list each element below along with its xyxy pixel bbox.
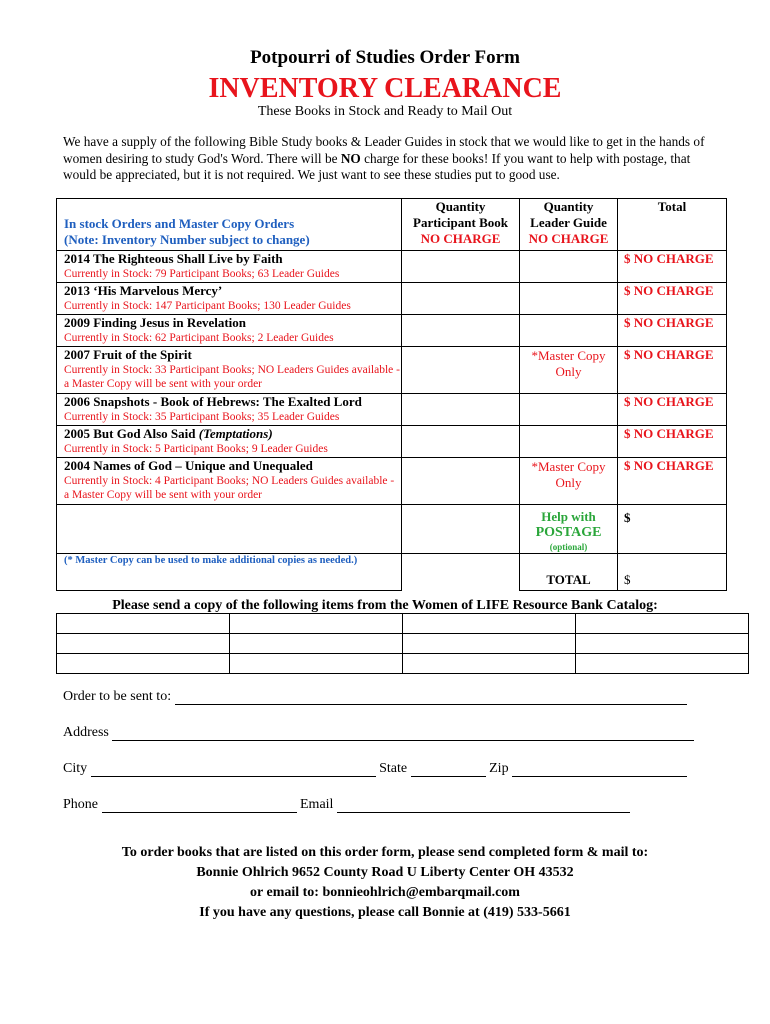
grand-total[interactable]: $: [618, 554, 727, 591]
participant-qty-cell[interactable]: [402, 315, 520, 347]
blank-cell: [402, 505, 520, 554]
footer-line: Bonnie Ohlrich 9652 County Road U Liberty Center OH 43532: [196, 865, 574, 880]
inventory-table: [56, 198, 727, 591]
catalog-table: [56, 613, 749, 674]
leader-qty-cell[interactable]: [520, 283, 618, 315]
leader-qty-header: Quantity Leader Guide NO CHARGE: [520, 199, 618, 251]
master-copy-note: (* Master Copy can be used to make additional copies as needed.): [57, 554, 402, 591]
intro-paragraph: We have a supply of the following Bible Study books & Leader Guides in stock that we would like to get in the hands of women desiring to study God's Word. There will be NO charge for these books! If you want to help with postage, that would be appreciated, but it is not required. We just want to see these studies put to good use.: [63, 134, 705, 182]
catalog-cell[interactable]: [403, 654, 576, 674]
participant-qty-cell[interactable]: [402, 283, 520, 315]
form-title: Potpourri of Studies Order Form: [250, 47, 520, 68]
catalog-cell[interactable]: [576, 614, 749, 634]
row-total: $ NO CHARGE: [618, 251, 727, 283]
email-field[interactable]: [337, 798, 630, 813]
master-copy-only: *Master Copy Only: [520, 458, 618, 505]
catalog-cell[interactable]: [403, 614, 576, 634]
catalog-cell[interactable]: [230, 614, 403, 634]
row-total: $ NO CHARGE: [618, 315, 727, 347]
book-row: 2006 Snapshots - Book of Hebrews: The Exalted Lord Currently in Stock: 35 Participant Books; 35 Leader Guides: [57, 394, 402, 426]
inventory-header-cell: In stock Orders and Master Copy Orders (Note: Inventory Number subject to change): [57, 199, 402, 251]
leader-qty-cell[interactable]: [520, 426, 618, 458]
catalog-cell[interactable]: [403, 634, 576, 654]
blank-cell: [57, 505, 402, 554]
footer-email: or email to: bonnieohlrich@embarqmail.com: [250, 885, 520, 900]
participant-qty-cell[interactable]: [402, 458, 520, 505]
catalog-cell[interactable]: [576, 634, 749, 654]
footer-line: To order books that are listed on this order form, please send completed form & mail to:: [121, 845, 649, 860]
row-total: $ NO CHARGE: [618, 394, 727, 426]
catalog-cell[interactable]: [230, 634, 403, 654]
city-row: [63, 761, 687, 777]
book-row: 2013 ‘His Marvelous Mercy’ Currently in Stock: 147 Participant Books; 130 Leader Guides: [57, 283, 402, 315]
address-field[interactable]: [112, 726, 694, 741]
catalog-title: Please send a copy of the following items from the Women of LIFE Resource Bank Catalog:: [112, 598, 658, 613]
participant-qty-cell[interactable]: [402, 347, 520, 394]
catalog-cell[interactable]: [576, 654, 749, 674]
leader-qty-cell[interactable]: [520, 315, 618, 347]
book-row: 2009 Finding Jesus in Revelation Currently in Stock: 62 Participant Books; 2 Leader Guides: [57, 315, 402, 347]
city-label: City: [63, 761, 88, 776]
order-to-field[interactable]: [175, 690, 687, 705]
city-field[interactable]: [91, 762, 376, 777]
order-to-label: Order to be sent to:: [63, 689, 172, 704]
state-field[interactable]: [411, 762, 486, 777]
catalog-cell[interactable]: [230, 654, 403, 674]
participant-qty-cell[interactable]: [402, 394, 520, 426]
master-copy-only: *Master Copy Only: [520, 347, 618, 394]
total-header: Total: [618, 199, 727, 251]
row-total: $ NO CHARGE: [618, 426, 727, 458]
state-label: State: [379, 761, 408, 776]
phone-label: Phone: [63, 797, 98, 812]
row-total: $ NO CHARGE: [618, 283, 727, 315]
postage-label: Help with POSTAGE (optional): [520, 505, 618, 554]
participant-qty-cell[interactable]: [402, 251, 520, 283]
subtitle: These Books in Stock and Ready to Mail Out: [257, 104, 513, 119]
book-row: 2005 But God Also Said (Temptations) Currently in Stock: 5 Participant Books; 9 Leader Guides: [57, 426, 402, 458]
leader-qty-cell[interactable]: [520, 394, 618, 426]
address-row: [63, 725, 694, 741]
participant-qty-header: Quantity Participant Book NO CHARGE: [402, 199, 520, 251]
footer-line: If you have any questions, please call Bonnie at (419) 533-5661: [199, 905, 571, 920]
book-row: 2004 Names of God – Unique and Unequaled Currently in Stock: 4 Participant Books; NO Leaders Guides available - a Master Copy will be sent with your order: [57, 458, 402, 505]
participant-qty-cell[interactable]: [402, 426, 520, 458]
row-total: $ NO CHARGE: [618, 347, 727, 394]
row-total: $ NO CHARGE: [618, 458, 727, 505]
leader-qty-cell[interactable]: [520, 251, 618, 283]
book-row: 2007 Fruit of the Spirit Currently in Stock: 33 Participant Books; NO Leaders Guides available - a Master Copy will be sent with your order: [57, 347, 402, 394]
address-label: Address: [63, 725, 109, 740]
zip-label: Zip: [489, 761, 509, 776]
phone-row: [63, 797, 630, 813]
total-label: TOTAL: [520, 554, 618, 591]
order-to-row: [63, 689, 687, 705]
catalog-cell[interactable]: [57, 634, 230, 654]
email-label: Email: [300, 797, 334, 812]
book-row: 2014 The Righteous Shall Live by Faith Currently in Stock: 79 Participant Books; 63 Leader Guides: [57, 251, 402, 283]
zip-field[interactable]: [512, 762, 687, 777]
blank-cell: [402, 554, 520, 591]
postage-amount[interactable]: $: [618, 505, 727, 554]
catalog-cell[interactable]: [57, 614, 230, 634]
phone-field[interactable]: [102, 798, 297, 813]
catalog-cell[interactable]: [57, 654, 230, 674]
footer-instructions: [0, 843, 770, 923]
banner-title: INVENTORY CLEARANCE: [208, 73, 562, 104]
